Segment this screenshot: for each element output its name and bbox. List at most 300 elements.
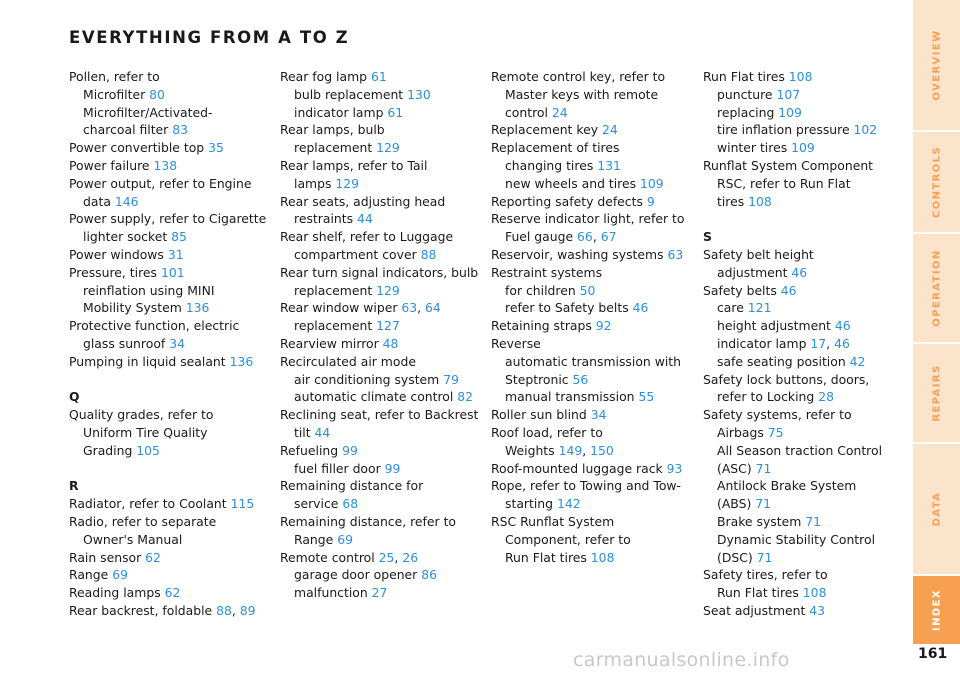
index-entry <box>69 406 274 424</box>
page-reference-link[interactable]: 99 <box>384 460 401 476</box>
index-entry <box>703 246 908 264</box>
entry-text: air conditioning system <box>294 371 444 387</box>
page-reference-link[interactable]: 71 <box>756 549 773 565</box>
page-reference-link[interactable]: 42 <box>849 353 866 369</box>
entry-text: control <box>505 104 552 120</box>
index-subentry <box>491 371 696 389</box>
page-reference-link[interactable]: 150 <box>590 442 614 458</box>
page-reference-link[interactable]: 43 <box>809 602 826 618</box>
index-subentry <box>491 299 696 317</box>
watermark: carmanualsonline.info <box>573 649 790 671</box>
entry-text: lighter socket <box>83 229 172 245</box>
entry-text: reinflation using MINI <box>83 282 215 298</box>
index-entry <box>280 68 485 86</box>
index-subentry <box>280 175 485 193</box>
index-subentry <box>703 193 908 211</box>
letter-gap <box>69 460 274 478</box>
index-subentry <box>703 531 908 549</box>
entry-text: Remaining distance, refer to <box>280 513 457 529</box>
index-entry <box>280 442 485 460</box>
page-reference-link[interactable]: 67 <box>600 229 617 245</box>
entry-text: Reservoir, washing systems <box>491 246 668 262</box>
entry-text: RSC Runflat System <box>491 513 615 529</box>
entry-text: winter tires <box>717 140 792 156</box>
index-entry <box>280 477 485 495</box>
tab-label: CONTROLS <box>931 145 942 219</box>
index-subentry <box>280 566 485 584</box>
page-reference-link[interactable]: 99 <box>342 442 358 458</box>
entry-text: Q <box>69 389 80 405</box>
index-entry <box>69 566 274 584</box>
index-column-1 <box>69 68 274 620</box>
index-subentry <box>69 121 274 139</box>
entry-text: Safety systems, refer to <box>703 407 852 423</box>
entry-text: restraints <box>294 211 357 227</box>
entry-text: Replacement key <box>491 122 602 138</box>
index-entry <box>491 406 696 424</box>
index-entry <box>703 157 908 175</box>
page-reference-link[interactable]: 44 <box>314 424 331 440</box>
index-entry <box>69 317 274 335</box>
entry-text: Power output, refer to Engine <box>69 175 252 191</box>
entry-text: service <box>294 496 343 512</box>
tab-repairs[interactable] <box>913 344 960 442</box>
index-entry <box>280 406 485 424</box>
index-letter-heading <box>69 477 274 495</box>
entry-text: Radiator, refer to Coolant <box>69 496 231 512</box>
entry-text: Recirculated air mode <box>280 353 416 369</box>
index-entry <box>69 264 274 282</box>
page-reference-link[interactable]: 136 <box>229 353 254 369</box>
entry-text: Component, refer to <box>505 531 631 547</box>
page-reference-link[interactable]: 31 <box>167 246 184 262</box>
entry-text: Roller sun blind <box>491 407 591 423</box>
index-subentry <box>703 299 908 317</box>
section-sidebar <box>913 0 960 678</box>
index-subentry <box>703 442 908 460</box>
page-reference-link[interactable]: 44 <box>357 211 373 227</box>
entry-text: puncture <box>717 86 777 102</box>
index-column-2 <box>280 68 485 602</box>
page-reference-link[interactable]: 46 <box>780 282 797 298</box>
page-reference-link[interactable]: 61 <box>387 104 404 120</box>
page-reference-link[interactable]: 66 <box>577 229 593 245</box>
page-reference-link[interactable]: 64 <box>425 300 441 316</box>
index-subentry <box>280 424 485 442</box>
page-reference-link[interactable]: 34 <box>169 335 185 351</box>
index-entry <box>491 68 696 86</box>
page-reference-link[interactable]: 24 <box>601 122 618 138</box>
entry-text: automatic transmission with <box>505 353 681 369</box>
page-reference-link[interactable]: 34 <box>590 407 607 423</box>
entry-text: S <box>703 229 712 245</box>
page-reference-link[interactable]: 109 <box>640 175 664 191</box>
page-reference-link[interactable]: 24 <box>551 104 568 120</box>
page-reference-link[interactable]: 131 <box>597 157 621 173</box>
entry-text: Reclining seat, refer to Backrest <box>280 407 479 423</box>
page-reference-link[interactable]: 93 <box>666 460 683 476</box>
page-reference-link[interactable]: 62 <box>145 549 161 565</box>
tab-label: REPAIRS <box>931 364 942 422</box>
page-reference-link[interactable]: 115 <box>230 496 255 512</box>
page-reference-link[interactable]: 25 <box>378 549 395 565</box>
index-subentry <box>703 139 908 157</box>
index-subentry <box>491 157 696 175</box>
page-reference-link[interactable]: 108 <box>590 549 615 565</box>
entry-text: Run Flat tires <box>505 549 591 565</box>
page-reference-link[interactable]: 63 <box>667 246 684 262</box>
tab-overview[interactable] <box>913 0 960 130</box>
page-reference-link[interactable]: 26 <box>402 549 419 565</box>
entry-text: All Season traction Control <box>717 442 883 458</box>
entry-text: Run Flat tires <box>717 585 803 601</box>
entry-text: Safety belt height <box>703 246 814 262</box>
page-reference-link[interactable]: 102 <box>853 122 878 138</box>
page-reference-link[interactable]: 101 <box>160 264 185 280</box>
index-subentry <box>703 175 908 193</box>
index-entry <box>703 371 908 389</box>
index-subentry <box>280 495 485 513</box>
entry-text: Rope, refer to Towing and Tow- <box>491 478 682 494</box>
entry-text: for children <box>505 282 580 298</box>
page-reference-link[interactable]: 130 <box>407 86 431 102</box>
entry-text: Retaining straps <box>491 318 596 334</box>
page-reference-link[interactable]: 71 <box>805 513 821 529</box>
index-subentry: indicator lamp 17, 46 <box>717 335 850 351</box>
entry-text: Refueling <box>280 442 343 458</box>
index-subentry <box>69 531 274 549</box>
entry-text: Roof load, refer to <box>491 424 603 440</box>
index-entry: Rear window wiper 63, 64 <box>280 300 441 316</box>
page-reference-link[interactable]: 69 <box>337 531 353 547</box>
entry-text: replacement <box>294 318 377 334</box>
page-reference-link[interactable]: 61 <box>370 69 387 84</box>
entry-text: adjustment <box>717 264 792 280</box>
entry-text: Rear backrest, foldable <box>69 602 217 618</box>
index-letter-heading <box>703 228 908 246</box>
page-reference-link[interactable]: 88 <box>216 602 232 618</box>
entry-text: care <box>717 300 748 316</box>
page-reference-link[interactable]: 108 <box>802 585 827 601</box>
page-reference-link[interactable]: 136 <box>185 300 210 316</box>
entry-text: Microfilter <box>83 86 150 102</box>
entry-text: Safety belts <box>703 282 781 298</box>
entry-text: garage door opener <box>294 567 422 583</box>
index-entry <box>69 549 274 567</box>
index-subentry <box>703 388 908 406</box>
entry-text: Brake system <box>717 513 806 529</box>
tab-controls[interactable] <box>913 132 960 232</box>
page-number: 161 <box>918 646 948 662</box>
page-reference-link[interactable]: 75 <box>767 424 784 440</box>
entry-text: Reserve indicator light, refer to <box>491 211 685 227</box>
entry-text: Pressure, tires <box>69 264 161 280</box>
index-subentry <box>69 424 274 442</box>
page-reference-link[interactable]: 92 <box>595 318 612 334</box>
entry-text: Run Flat tires <box>703 69 789 84</box>
entry-text: Rain sensor <box>69 549 146 565</box>
page-reference-link[interactable]: 17 <box>810 335 827 351</box>
entry-text: Remote control <box>280 549 379 565</box>
entry-text: RSC, refer to Run Flat <box>717 175 851 191</box>
page-title: EVERYTHING FROM A TO Z <box>69 28 350 47</box>
index-subentry <box>703 121 908 139</box>
index-entry <box>491 193 696 211</box>
index-subentry <box>280 371 485 389</box>
index-subentry <box>69 282 274 300</box>
index-subentry <box>491 282 696 300</box>
index-subentry <box>703 460 908 478</box>
page-reference-link[interactable]: 142 <box>556 496 581 512</box>
tab-label: OVERVIEW <box>931 29 942 101</box>
index-subentry <box>69 193 274 211</box>
entry-text: Range <box>69 567 113 583</box>
index-entry <box>69 210 274 228</box>
index-subentry <box>491 86 696 104</box>
page-reference-link[interactable]: 83 <box>172 122 188 138</box>
index-subentry <box>491 388 696 406</box>
index-subentry <box>280 86 485 104</box>
page-reference-link[interactable]: 46 <box>834 318 851 334</box>
index-entry <box>280 513 485 531</box>
page-reference-link[interactable]: 138 <box>153 157 178 173</box>
page-reference-link[interactable]: 71 <box>755 496 772 512</box>
index-entry <box>703 282 908 300</box>
index-entry <box>280 193 485 211</box>
entry-text: Reporting safety defects <box>491 193 647 209</box>
page-reference-link[interactable]: 107 <box>776 86 801 102</box>
tab-label: OPERATION <box>931 249 942 327</box>
index-subentry <box>280 460 485 478</box>
entry-text: Airbags <box>717 424 768 440</box>
index-entry <box>280 121 485 139</box>
entry-text: Reverse <box>491 335 541 351</box>
entry-text: Rear fog lamp <box>280 69 371 84</box>
page-reference-link[interactable]: 88 <box>420 246 437 262</box>
page-reference-link[interactable]: 71 <box>755 460 772 476</box>
page-reference-link[interactable]: 105 <box>136 442 160 458</box>
page-reference-link[interactable]: 69 <box>112 567 128 583</box>
entry-text: starting <box>505 496 557 512</box>
entry-text: tire inflation pressure <box>717 122 854 138</box>
page-reference-link[interactable]: 108 <box>748 193 772 209</box>
page-reference-link[interactable]: 63 <box>401 300 418 316</box>
page-reference-link[interactable]: 80 <box>149 86 165 102</box>
page-reference-link[interactable]: 56 <box>572 371 589 387</box>
entry-text: changing tires <box>505 157 598 173</box>
entry-text: Rear lamps, refer to Tail <box>280 157 428 173</box>
index-entry <box>491 317 696 335</box>
page-reference-link[interactable]: 55 <box>638 389 655 405</box>
index-column-3 <box>491 68 696 566</box>
page-reference-link[interactable]: 85 <box>171 229 187 245</box>
index-entry <box>280 353 485 371</box>
entry-text: refer to Safety belts <box>505 300 633 316</box>
page-reference-link[interactable]: 48 <box>382 335 399 351</box>
page-reference-link[interactable]: 86 <box>421 567 437 583</box>
index-entry <box>703 602 908 620</box>
entry-text: manual transmission <box>505 389 639 405</box>
entry-text: replacement <box>294 282 377 298</box>
entry-text: Uniform Tire Quality <box>83 424 208 440</box>
entry-text: charcoal filter <box>83 122 173 138</box>
page-reference-link[interactable]: 109 <box>778 104 802 120</box>
page-reference-link[interactable]: 109 <box>791 140 815 156</box>
index-subentry <box>491 104 696 122</box>
index-subentry <box>703 584 908 602</box>
page-reference-link[interactable]: 108 <box>788 69 813 84</box>
entry-text: replacing <box>717 104 779 120</box>
entry-text: Pumping in liquid sealant <box>69 353 230 369</box>
entry-text: Reading lamps <box>69 585 165 601</box>
page-reference-link[interactable]: 46 <box>791 264 808 280</box>
index-subentry <box>491 531 696 549</box>
index-subentry <box>69 228 274 246</box>
index-subentry <box>69 299 274 317</box>
index-entry <box>491 460 696 478</box>
index-entry <box>491 477 696 495</box>
entry-text: Power convertible top <box>69 140 209 156</box>
index-subentry <box>703 317 908 335</box>
entry-text: Rear window wiper <box>280 300 402 316</box>
entry-text: Steptronic <box>505 371 573 387</box>
index-entry <box>491 121 696 139</box>
page-reference-link[interactable]: 149 <box>558 442 583 458</box>
index-entry <box>491 246 696 264</box>
index-subentry <box>280 104 485 122</box>
tab-label: INDEX <box>931 589 942 631</box>
page-reference-link[interactable]: 62 <box>164 585 181 601</box>
page-reference-link[interactable]: 35 <box>208 140 224 156</box>
index-entry: Rear backrest, foldable 88, 89 <box>69 602 256 618</box>
index-letter-heading <box>69 388 274 406</box>
entry-text: Antilock Brake System <box>717 478 857 494</box>
index-subentry <box>703 549 908 567</box>
page-reference-link[interactable]: 27 <box>371 585 388 601</box>
index-subentry <box>703 513 908 531</box>
index-subentry <box>280 246 485 264</box>
index-subentry <box>69 104 274 122</box>
index-entry <box>69 175 274 193</box>
page-reference-link[interactable]: 46 <box>834 335 850 351</box>
page-reference-link[interactable]: 129 <box>376 282 400 298</box>
page-reference-link[interactable]: 68 <box>342 496 359 512</box>
index-subentry <box>280 531 485 549</box>
page-reference-link[interactable]: 79 <box>443 371 459 387</box>
index-entry <box>69 513 274 531</box>
entry-text: tires <box>717 193 749 209</box>
entry-text: lamps <box>294 175 336 191</box>
entry-text: compartment cover <box>294 246 421 262</box>
entry-text: Range <box>294 531 338 547</box>
page-reference-link[interactable]: 129 <box>335 175 360 191</box>
entry-text: fuel filler door <box>294 460 385 476</box>
index-subentry <box>69 442 274 460</box>
index-entry <box>491 210 696 228</box>
index-entry <box>280 335 485 353</box>
entry-text: Pollen, refer to <box>69 69 160 84</box>
index-entry <box>703 406 908 424</box>
index-entry <box>69 353 274 371</box>
index-subentry <box>703 424 908 442</box>
entry-text: Radio, refer to separate <box>69 513 217 529</box>
index-entry <box>69 157 274 175</box>
page-reference-link[interactable]: 89 <box>239 602 256 618</box>
entry-text: Protective function, electric <box>69 318 240 334</box>
entry-text: indicator lamp <box>294 104 388 120</box>
index-subentry: Fuel gauge 66, 67 <box>505 229 617 245</box>
letter-gap <box>703 210 908 228</box>
index-entry <box>491 335 696 353</box>
entry-text: indicator lamp <box>717 335 811 351</box>
page-reference-link[interactable]: 9 <box>646 193 655 209</box>
index-entry <box>491 424 696 442</box>
entry-text: Weights <box>505 442 559 458</box>
index-entry: Remote control 25, 26 <box>280 549 419 565</box>
entry-text: Power supply, refer to Cigarette <box>69 211 267 227</box>
index-subentry <box>280 388 485 406</box>
index-subentry <box>703 104 908 122</box>
index-subentry <box>703 495 908 513</box>
index-entry <box>69 495 274 513</box>
tab-operation[interactable] <box>913 234 960 342</box>
index-subentry: Weights 149, 150 <box>505 442 614 458</box>
index-entry <box>491 264 696 282</box>
index-entry <box>69 68 274 86</box>
index-subentry <box>280 317 485 335</box>
entry-text: Grading <box>83 442 137 458</box>
page-reference-link[interactable]: 121 <box>747 300 772 316</box>
entry-text: Power windows <box>69 246 168 262</box>
index-entry <box>69 584 274 602</box>
index-subentry <box>703 264 908 282</box>
page-reference-link[interactable]: 46 <box>632 300 649 316</box>
index-subentry <box>69 335 274 353</box>
index-subentry <box>491 495 696 513</box>
entry-text: (ASC) <box>717 460 756 476</box>
page-reference-link[interactable]: 82 <box>457 389 474 405</box>
tab-data[interactable] <box>913 444 960 574</box>
page-reference-link[interactable]: 28 <box>818 389 834 405</box>
page-reference-link[interactable]: 146 <box>114 193 139 209</box>
entry-text: Owner's Manual <box>83 531 183 547</box>
entry-text: Dynamic Stability Control <box>717 531 876 547</box>
index-column-4 <box>703 68 908 620</box>
entry-text: Rear seats, adjusting head <box>280 193 446 209</box>
index-entry <box>703 68 908 86</box>
page-reference-link[interactable]: 127 <box>376 318 400 334</box>
entry-text: new wheels and tires <box>505 175 641 191</box>
entry-text: Safety tires, refer to <box>703 567 828 583</box>
entry-text: height adjustment <box>717 318 835 334</box>
entry-text: glass sunroof <box>83 335 170 351</box>
entry-text: malfunction <box>294 585 372 601</box>
entry-text: Rearview mirror <box>280 335 383 351</box>
index-subentry <box>280 584 485 602</box>
entry-text: Mobility System <box>83 300 186 316</box>
page-reference-link[interactable]: 50 <box>579 282 596 298</box>
entry-text: Rear turn signal indicators, bulb <box>280 264 479 280</box>
entry-text: Runflat System Component <box>703 157 874 173</box>
index-entry <box>280 264 485 282</box>
tab-index[interactable] <box>913 576 960 644</box>
index-entry <box>491 513 696 531</box>
index-subentry <box>703 477 908 495</box>
index-entry <box>280 228 485 246</box>
page-reference-link[interactable]: 129 <box>376 140 400 156</box>
index-subentry <box>703 353 908 371</box>
index-subentry <box>491 175 696 193</box>
